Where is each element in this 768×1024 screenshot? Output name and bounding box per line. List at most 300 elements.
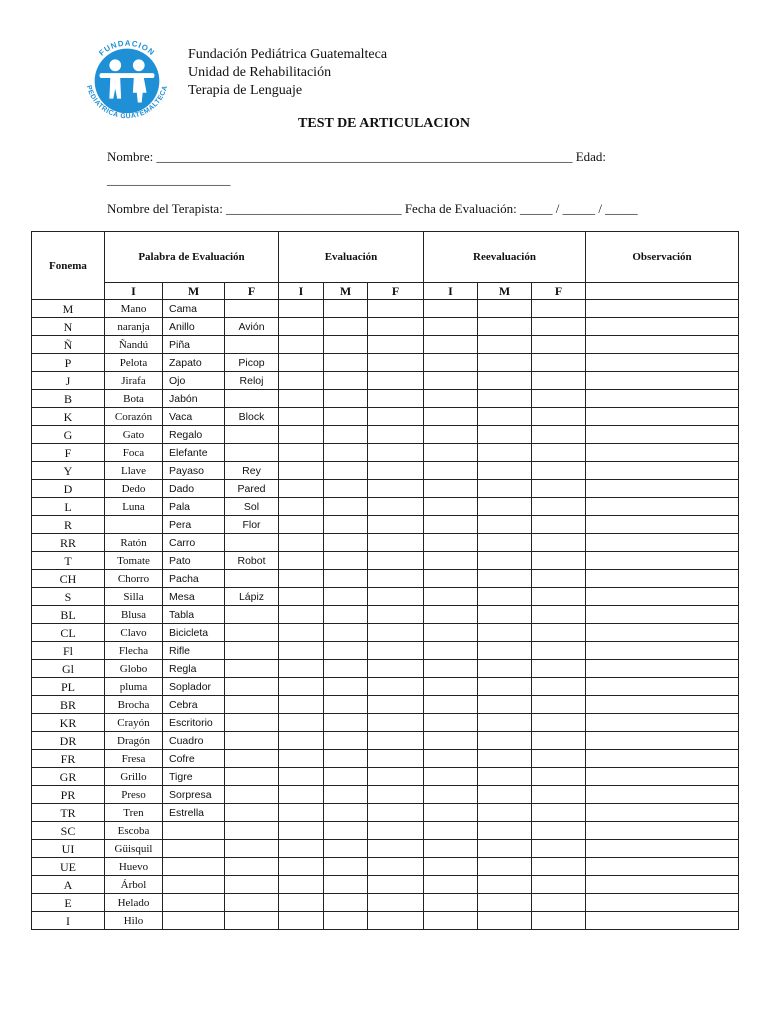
reeval-f-cell[interactable] xyxy=(532,876,586,894)
eval-i-cell[interactable] xyxy=(279,714,324,732)
reeval-i-cell[interactable] xyxy=(424,444,478,462)
reeval-f-cell[interactable] xyxy=(532,498,586,516)
reeval-i-cell[interactable] xyxy=(424,354,478,372)
reeval-m-cell[interactable] xyxy=(478,444,532,462)
eval-m-cell[interactable] xyxy=(324,822,368,840)
reeval-i-cell[interactable] xyxy=(424,408,478,426)
page-title: TEST DE ARTICULACION xyxy=(298,116,470,131)
eval-m-cell[interactable] xyxy=(324,408,368,426)
table-row xyxy=(32,732,739,750)
reeval-m-cell[interactable] xyxy=(478,462,532,480)
word-final-cell xyxy=(225,804,279,822)
eval-m-cell[interactable] xyxy=(324,642,368,660)
eval-f-cell[interactable] xyxy=(368,300,424,318)
eval-f-cell[interactable] xyxy=(368,642,424,660)
observacion-cell[interactable] xyxy=(586,858,739,876)
reeval-f-cell[interactable] xyxy=(532,822,586,840)
eval-f-cell[interactable] xyxy=(368,408,424,426)
reeval-f-cell[interactable] xyxy=(532,336,586,354)
word-final-cell xyxy=(225,894,279,912)
observacion-cell[interactable] xyxy=(586,480,739,498)
eval-i-cell[interactable] xyxy=(279,642,324,660)
reeval-i-cell[interactable] xyxy=(424,588,478,606)
word-middle-cell: Tabla xyxy=(163,606,225,624)
reeval-m-cell[interactable] xyxy=(478,750,532,768)
word-initial-cell: Dedo xyxy=(105,480,163,498)
observacion-cell[interactable] xyxy=(586,768,739,786)
organization-block xyxy=(188,46,387,100)
eval-f-cell[interactable] xyxy=(368,840,424,858)
reeval-m-cell[interactable] xyxy=(478,588,532,606)
eval-i-cell[interactable] xyxy=(279,804,324,822)
reeval-m-cell[interactable] xyxy=(478,624,532,642)
eval-m-cell[interactable] xyxy=(324,552,368,570)
eval-f-cell[interactable] xyxy=(368,534,424,552)
reeval-f-cell[interactable] xyxy=(532,696,586,714)
reeval-m-cell[interactable] xyxy=(478,912,532,930)
eval-i-cell[interactable] xyxy=(279,516,324,534)
reeval-i-cell[interactable] xyxy=(424,642,478,660)
eval-m-cell[interactable] xyxy=(324,318,368,336)
reeval-m-cell[interactable] xyxy=(478,354,532,372)
reeval-m-cell[interactable] xyxy=(478,516,532,534)
observacion-cell[interactable] xyxy=(586,714,739,732)
eval-f-cell[interactable] xyxy=(368,570,424,588)
word-middle-cell: Cuadro xyxy=(163,732,225,750)
eval-i-cell[interactable] xyxy=(279,552,324,570)
edad-field[interactable]: ___________________ xyxy=(107,172,231,187)
observacion-cell[interactable] xyxy=(586,624,739,642)
reeval-m-cell[interactable] xyxy=(478,876,532,894)
reeval-m-cell[interactable] xyxy=(478,678,532,696)
eval-f-cell[interactable] xyxy=(368,480,424,498)
eval-m-cell[interactable] xyxy=(324,660,368,678)
reeval-f-cell[interactable] xyxy=(532,552,586,570)
eval-i-cell[interactable] xyxy=(279,786,324,804)
eval-m-cell[interactable] xyxy=(324,858,368,876)
eval-m-cell[interactable] xyxy=(324,480,368,498)
sub-header-empty xyxy=(586,283,739,300)
observacion-cell[interactable] xyxy=(586,696,739,714)
eval-i-cell[interactable] xyxy=(279,696,324,714)
observacion-cell[interactable] xyxy=(586,462,739,480)
reeval-i-cell[interactable] xyxy=(424,480,478,498)
observacion-cell[interactable] xyxy=(586,804,739,822)
word-middle-cell: Rifle xyxy=(163,642,225,660)
word-middle-cell: Pera xyxy=(163,516,225,534)
reeval-i-cell[interactable] xyxy=(424,534,478,552)
reeval-m-cell[interactable] xyxy=(478,390,532,408)
reeval-f-cell[interactable] xyxy=(532,408,586,426)
eval-m-cell[interactable] xyxy=(324,894,368,912)
eval-m-cell[interactable] xyxy=(324,786,368,804)
eval-m-cell[interactable] xyxy=(324,570,368,588)
reeval-m-cell[interactable] xyxy=(478,804,532,822)
fonema-cell: UI xyxy=(32,840,105,858)
reeval-m-cell[interactable] xyxy=(478,552,532,570)
reeval-f-cell[interactable] xyxy=(532,678,586,696)
reeval-m-cell[interactable] xyxy=(478,768,532,786)
reeval-f-cell[interactable] xyxy=(532,444,586,462)
reeval-i-cell[interactable] xyxy=(424,840,478,858)
reeval-f-cell[interactable] xyxy=(532,300,586,318)
eval-f-cell[interactable] xyxy=(368,354,424,372)
word-initial-cell: Mano xyxy=(105,300,163,318)
eval-f-cell[interactable] xyxy=(368,318,424,336)
observacion-cell[interactable] xyxy=(586,606,739,624)
reeval-m-cell[interactable] xyxy=(478,732,532,750)
word-middle-cell: Zapato xyxy=(163,354,225,372)
reeval-i-cell[interactable] xyxy=(424,768,478,786)
eval-i-cell[interactable] xyxy=(279,444,324,462)
reeval-i-cell[interactable] xyxy=(424,372,478,390)
reeval-i-cell[interactable] xyxy=(424,552,478,570)
eval-i-cell[interactable] xyxy=(279,300,324,318)
reeval-m-cell[interactable] xyxy=(478,480,532,498)
table-row xyxy=(32,786,739,804)
reeval-m-cell[interactable] xyxy=(478,696,532,714)
eval-f-cell[interactable] xyxy=(368,660,424,678)
reeval-f-cell[interactable] xyxy=(532,588,586,606)
observacion-cell[interactable] xyxy=(586,372,739,390)
reeval-m-cell[interactable] xyxy=(478,642,532,660)
eval-f-cell[interactable] xyxy=(368,390,424,408)
reeval-f-cell[interactable] xyxy=(532,858,586,876)
eval-m-cell[interactable] xyxy=(324,696,368,714)
reeval-i-cell[interactable] xyxy=(424,624,478,642)
observacion-cell[interactable] xyxy=(586,354,739,372)
eval-i-cell[interactable] xyxy=(279,894,324,912)
eval-m-cell[interactable] xyxy=(324,678,368,696)
observacion-cell[interactable] xyxy=(586,390,739,408)
observacion-cell[interactable] xyxy=(586,336,739,354)
reeval-i-cell[interactable] xyxy=(424,318,478,336)
reeval-m-cell[interactable] xyxy=(478,534,532,552)
eval-m-cell[interactable] xyxy=(324,516,368,534)
observacion-cell[interactable] xyxy=(586,912,739,930)
reeval-i-cell[interactable] xyxy=(424,516,478,534)
eval-m-cell[interactable] xyxy=(324,768,368,786)
eval-m-cell[interactable] xyxy=(324,624,368,642)
sub-header: F xyxy=(225,283,279,300)
word-final-cell: Rey xyxy=(225,462,279,480)
reeval-f-cell[interactable] xyxy=(532,570,586,588)
table-row xyxy=(32,498,739,516)
observacion-cell[interactable] xyxy=(586,516,739,534)
eval-m-cell[interactable] xyxy=(324,912,368,930)
table-row xyxy=(32,372,739,390)
observacion-cell[interactable] xyxy=(586,552,739,570)
eval-i-cell[interactable] xyxy=(279,498,324,516)
reeval-i-cell[interactable] xyxy=(424,696,478,714)
table-row xyxy=(32,534,739,552)
eval-m-cell[interactable] xyxy=(324,300,368,318)
reeval-i-cell[interactable] xyxy=(424,678,478,696)
eval-m-cell[interactable] xyxy=(324,606,368,624)
reeval-i-cell[interactable] xyxy=(424,732,478,750)
reeval-i-cell[interactable] xyxy=(424,822,478,840)
reeval-m-cell[interactable] xyxy=(478,894,532,912)
eval-i-cell[interactable] xyxy=(279,372,324,390)
eval-i-cell[interactable] xyxy=(279,768,324,786)
reeval-f-cell[interactable] xyxy=(532,714,586,732)
reeval-i-cell[interactable] xyxy=(424,858,478,876)
reeval-m-cell[interactable] xyxy=(478,300,532,318)
eval-m-cell[interactable] xyxy=(324,534,368,552)
fonema-cell: Ñ xyxy=(32,336,105,354)
eval-m-cell[interactable] xyxy=(324,714,368,732)
observacion-cell[interactable] xyxy=(586,408,739,426)
eval-f-cell[interactable] xyxy=(368,516,424,534)
eval-f-cell[interactable] xyxy=(368,552,424,570)
terapista-fecha-field[interactable]: Nombre del Terapista: ___________________________ Fecha de Evaluación: _____ / _____ / _____ xyxy=(107,201,638,216)
reeval-m-cell[interactable] xyxy=(478,318,532,336)
eval-m-cell[interactable] xyxy=(324,588,368,606)
reeval-m-cell[interactable] xyxy=(478,660,532,678)
reeval-i-cell[interactable] xyxy=(424,606,478,624)
eval-m-cell[interactable] xyxy=(324,750,368,768)
observacion-cell[interactable] xyxy=(586,732,739,750)
reeval-m-cell[interactable] xyxy=(478,786,532,804)
reeval-i-cell[interactable] xyxy=(424,660,478,678)
observacion-cell[interactable] xyxy=(586,588,739,606)
word-middle-cell: Elefante xyxy=(163,444,225,462)
eval-f-cell[interactable] xyxy=(368,822,424,840)
eval-i-cell[interactable] xyxy=(279,462,324,480)
reeval-m-cell[interactable] xyxy=(478,570,532,588)
eval-m-cell[interactable] xyxy=(324,840,368,858)
table-row xyxy=(32,426,739,444)
reeval-i-cell[interactable] xyxy=(424,912,478,930)
observacion-cell[interactable] xyxy=(586,894,739,912)
reeval-m-cell[interactable] xyxy=(478,840,532,858)
eval-f-cell[interactable] xyxy=(368,858,424,876)
reeval-f-cell[interactable] xyxy=(532,372,586,390)
reeval-f-cell[interactable] xyxy=(532,804,586,822)
word-middle-cell: Pato xyxy=(163,552,225,570)
eval-f-cell[interactable] xyxy=(368,372,424,390)
eval-f-cell[interactable] xyxy=(368,714,424,732)
fonema-cell: BR xyxy=(32,696,105,714)
eval-i-cell[interactable] xyxy=(279,606,324,624)
reeval-i-cell[interactable] xyxy=(424,300,478,318)
eval-i-cell[interactable] xyxy=(279,588,324,606)
reeval-m-cell[interactable] xyxy=(478,822,532,840)
reeval-i-cell[interactable] xyxy=(424,894,478,912)
reeval-m-cell[interactable] xyxy=(478,498,532,516)
word-initial-cell: Crayón xyxy=(105,714,163,732)
eval-f-cell[interactable] xyxy=(368,606,424,624)
reeval-f-cell[interactable] xyxy=(532,768,586,786)
word-final-cell xyxy=(225,678,279,696)
reeval-f-cell[interactable] xyxy=(532,606,586,624)
eval-i-cell[interactable] xyxy=(279,858,324,876)
reeval-m-cell[interactable] xyxy=(478,336,532,354)
fonema-cell: RR xyxy=(32,534,105,552)
eval-f-cell[interactable] xyxy=(368,462,424,480)
reeval-m-cell[interactable] xyxy=(478,408,532,426)
reeval-i-cell[interactable] xyxy=(424,462,478,480)
eval-i-cell[interactable] xyxy=(279,354,324,372)
eval-f-cell[interactable] xyxy=(368,804,424,822)
fonema-cell: PR xyxy=(32,786,105,804)
reeval-f-cell[interactable] xyxy=(532,732,586,750)
reeval-f-cell[interactable] xyxy=(532,480,586,498)
reeval-i-cell[interactable] xyxy=(424,498,478,516)
eval-m-cell[interactable] xyxy=(324,462,368,480)
reeval-f-cell[interactable] xyxy=(532,534,586,552)
word-final-cell: Reloj xyxy=(225,372,279,390)
eval-m-cell[interactable] xyxy=(324,372,368,390)
eval-f-cell[interactable] xyxy=(368,498,424,516)
eval-i-cell[interactable] xyxy=(279,732,324,750)
reeval-m-cell[interactable] xyxy=(478,426,532,444)
reeval-f-cell[interactable] xyxy=(532,660,586,678)
eval-i-cell[interactable] xyxy=(279,426,324,444)
observacion-cell[interactable] xyxy=(586,822,739,840)
eval-f-cell[interactable] xyxy=(368,588,424,606)
word-middle-cell: Estrella xyxy=(163,804,225,822)
sub-header: I xyxy=(279,283,324,300)
word-middle-cell: Ojo xyxy=(163,372,225,390)
word-middle-cell: Escritorio xyxy=(163,714,225,732)
sub-header: M xyxy=(324,283,368,300)
word-final-cell: Sol xyxy=(225,498,279,516)
reeval-i-cell[interactable] xyxy=(424,714,478,732)
reeval-i-cell[interactable] xyxy=(424,876,478,894)
reeval-f-cell[interactable] xyxy=(532,750,586,768)
eval-m-cell[interactable] xyxy=(324,426,368,444)
eval-m-cell[interactable] xyxy=(324,876,368,894)
word-final-cell xyxy=(225,660,279,678)
reeval-f-cell[interactable] xyxy=(532,516,586,534)
observacion-cell[interactable] xyxy=(586,534,739,552)
eval-f-cell[interactable] xyxy=(368,732,424,750)
reeval-i-cell[interactable] xyxy=(424,786,478,804)
word-middle-cell xyxy=(163,822,225,840)
word-initial-cell: Bota xyxy=(105,390,163,408)
eval-f-cell[interactable] xyxy=(368,678,424,696)
eval-f-cell[interactable] xyxy=(368,696,424,714)
eval-i-cell[interactable] xyxy=(279,840,324,858)
eval-i-cell[interactable] xyxy=(279,318,324,336)
reeval-m-cell[interactable] xyxy=(478,372,532,390)
word-middle-cell xyxy=(163,912,225,930)
reeval-f-cell[interactable] xyxy=(532,642,586,660)
reeval-f-cell[interactable] xyxy=(532,318,586,336)
eval-f-cell[interactable] xyxy=(368,750,424,768)
reeval-f-cell[interactable] xyxy=(532,786,586,804)
eval-i-cell[interactable] xyxy=(279,390,324,408)
eval-f-cell[interactable] xyxy=(368,336,424,354)
reeval-f-cell[interactable] xyxy=(532,624,586,642)
eval-i-cell[interactable] xyxy=(279,822,324,840)
eval-i-cell[interactable] xyxy=(279,912,324,930)
eval-m-cell[interactable] xyxy=(324,354,368,372)
observacion-cell[interactable] xyxy=(586,786,739,804)
fonema-cell: GR xyxy=(32,768,105,786)
eval-i-cell[interactable] xyxy=(279,534,324,552)
eval-m-cell[interactable] xyxy=(324,444,368,462)
word-final-cell xyxy=(225,444,279,462)
eval-i-cell[interactable] xyxy=(279,624,324,642)
eval-i-cell[interactable] xyxy=(279,678,324,696)
word-final-cell xyxy=(225,714,279,732)
reeval-f-cell[interactable] xyxy=(532,894,586,912)
eval-f-cell[interactable] xyxy=(368,624,424,642)
eval-i-cell[interactable] xyxy=(279,660,324,678)
word-middle-cell xyxy=(163,894,225,912)
observacion-cell[interactable] xyxy=(586,570,739,588)
observacion-cell[interactable] xyxy=(586,426,739,444)
eval-m-cell[interactable] xyxy=(324,498,368,516)
reeval-f-cell[interactable] xyxy=(532,462,586,480)
eval-f-cell[interactable] xyxy=(368,876,424,894)
header-fonema: Fonema xyxy=(32,232,105,300)
eval-m-cell[interactable] xyxy=(324,390,368,408)
eval-f-cell[interactable] xyxy=(368,768,424,786)
reeval-i-cell[interactable] xyxy=(424,750,478,768)
eval-i-cell[interactable] xyxy=(279,480,324,498)
observacion-cell[interactable] xyxy=(586,318,739,336)
word-middle-cell: Bicicleta xyxy=(163,624,225,642)
word-middle-cell: Mesa xyxy=(163,588,225,606)
reeval-f-cell[interactable] xyxy=(532,354,586,372)
fonema-cell: CL xyxy=(32,624,105,642)
eval-f-cell[interactable] xyxy=(368,426,424,444)
observacion-cell[interactable] xyxy=(586,876,739,894)
observacion-cell[interactable] xyxy=(586,300,739,318)
eval-f-cell[interactable] xyxy=(368,894,424,912)
reeval-f-cell[interactable] xyxy=(532,912,586,930)
reeval-i-cell[interactable] xyxy=(424,336,478,354)
reeval-m-cell[interactable] xyxy=(478,858,532,876)
observacion-cell[interactable] xyxy=(586,444,739,462)
observacion-cell[interactable] xyxy=(586,498,739,516)
observacion-cell[interactable] xyxy=(586,660,739,678)
eval-m-cell[interactable] xyxy=(324,732,368,750)
eval-f-cell[interactable] xyxy=(368,444,424,462)
observacion-cell[interactable] xyxy=(586,642,739,660)
reeval-i-cell[interactable] xyxy=(424,804,478,822)
reeval-m-cell[interactable] xyxy=(478,714,532,732)
reeval-i-cell[interactable] xyxy=(424,390,478,408)
fonema-cell: KR xyxy=(32,714,105,732)
reeval-i-cell[interactable] xyxy=(424,570,478,588)
eval-m-cell[interactable] xyxy=(324,336,368,354)
observacion-cell[interactable] xyxy=(586,840,739,858)
eval-f-cell[interactable] xyxy=(368,912,424,930)
reeval-m-cell[interactable] xyxy=(478,606,532,624)
word-initial-cell: Helado xyxy=(105,894,163,912)
reeval-i-cell[interactable] xyxy=(424,426,478,444)
reeval-f-cell[interactable] xyxy=(532,390,586,408)
nombre-field[interactable]: Nombre: ________________________________________________________________ Edad: xyxy=(107,149,607,164)
reeval-f-cell[interactable] xyxy=(532,840,586,858)
eval-m-cell[interactable] xyxy=(324,804,368,822)
word-initial-cell: Árbol xyxy=(105,876,163,894)
eval-i-cell[interactable] xyxy=(279,408,324,426)
eval-i-cell[interactable] xyxy=(279,876,324,894)
eval-i-cell[interactable] xyxy=(279,750,324,768)
observacion-cell[interactable] xyxy=(586,678,739,696)
reeval-f-cell[interactable] xyxy=(532,426,586,444)
observacion-cell[interactable] xyxy=(586,750,739,768)
eval-i-cell[interactable] xyxy=(279,336,324,354)
word-final-cell xyxy=(225,858,279,876)
eval-i-cell[interactable] xyxy=(279,570,324,588)
eval-f-cell[interactable] xyxy=(368,786,424,804)
